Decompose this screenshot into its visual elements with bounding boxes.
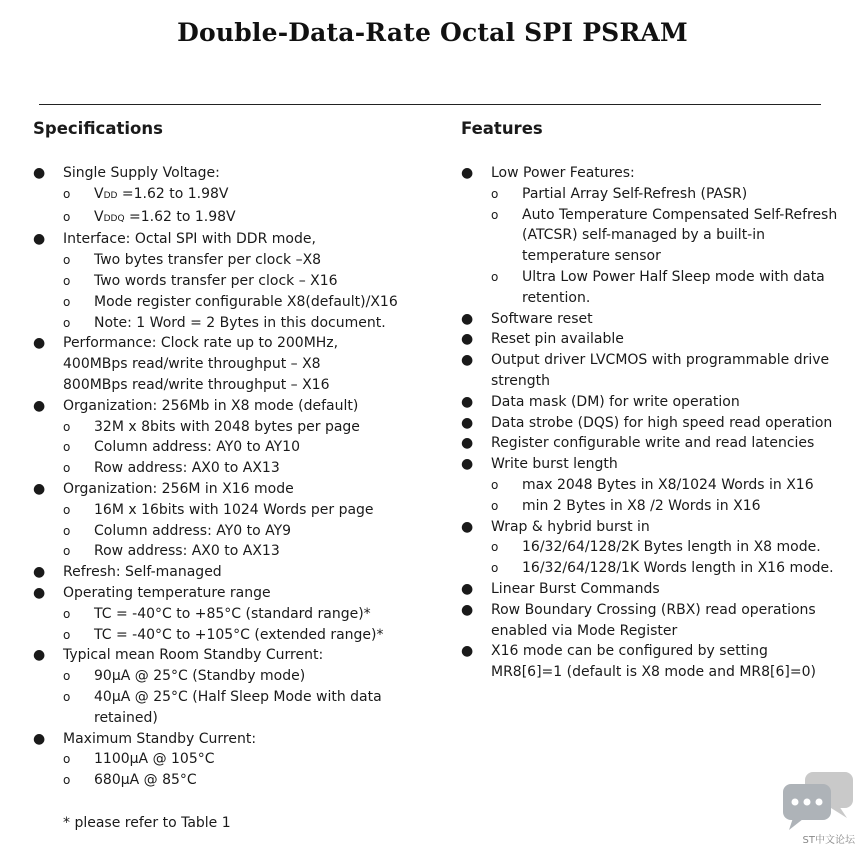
bullet-icon: ● [33, 335, 46, 352]
circle-bullet-icon: o [63, 294, 71, 309]
bullet-icon: ● [461, 580, 474, 597]
circle-bullet-icon: o [63, 544, 71, 559]
circle-bullet-icon: o [491, 207, 499, 222]
feature-item [461, 163, 841, 309]
bullet-icon: ● [461, 165, 474, 181]
spec-subitem-text: VDDQ =1.62 to 1.98V [94, 208, 236, 225]
feature-subitem-text: min 2 Bytes in X8 /2 Words in X16 [522, 497, 761, 514]
feature-subitem-text: Auto Temperature Compensated Self-Refresh (ATCSR) self-managed by a built-in temperature sensor [522, 206, 838, 265]
spec-sublist [63, 417, 443, 479]
spec-subitem [63, 313, 443, 334]
spec-subitem-text: TC = -40°C to +85°C (standard range)* [94, 605, 371, 622]
feature-item-text: Software reset [491, 310, 593, 327]
circle-bullet-icon: o [63, 502, 71, 517]
feature-sublist [491, 475, 841, 517]
feature-item-text: Data strobe (DQS) for high speed read operation [491, 414, 833, 431]
spec-subitem [63, 625, 443, 646]
spec-item [33, 333, 443, 395]
spec-sublist [63, 250, 443, 333]
spec-item-text: Performance: Clock rate up to 200MHz, 400MBps read/write throughput – X8 800MBps read/write throughput – X16 [63, 335, 339, 393]
feature-item [461, 329, 841, 350]
spec-subitem [63, 521, 443, 542]
bullet-icon: ● [461, 601, 474, 618]
feature-item-text: Reset pin available [491, 331, 624, 348]
spec-subitem [63, 417, 443, 438]
spec-sublist [63, 604, 443, 646]
spec-subitem-text: Column address: AY0 to AY10 [94, 439, 300, 456]
spec-item-text: Maximum Standby Current: [63, 730, 257, 747]
circle-bullet-icon: o [63, 209, 71, 224]
spec-item [33, 229, 443, 333]
spec-subitem [63, 541, 443, 562]
spec-subitem-text: 680µA @ 85°C [94, 772, 197, 789]
spec-item [33, 396, 443, 479]
feature-subitem [491, 537, 841, 558]
feature-subitem-text: max 2048 Bytes in X8/1024 Words in X16 [522, 476, 814, 493]
feature-item [461, 454, 841, 516]
document-title: Double-Data-Rate Octal SPI PSRAM [177, 18, 688, 47]
spec-item [33, 583, 443, 645]
bullet-icon: ● [33, 480, 46, 497]
spec-subitem-text: 32M x 8bits with 2048 bytes per page [94, 418, 360, 435]
circle-bullet-icon: o [63, 273, 71, 288]
bullet-icon: ● [461, 393, 474, 410]
spec-subitem-text: TC = -40°C to +105°C (extended range)* [94, 626, 384, 643]
spec-subitem-text: 16M x 16bits with 1024 Words per page [94, 501, 374, 518]
circle-bullet-icon: o [491, 498, 499, 513]
circle-bullet-icon: o [63, 689, 71, 704]
spec-item-text: Refresh: Self-managed [63, 564, 222, 581]
feature-sublist [491, 184, 841, 309]
circle-bullet-icon: o [491, 540, 499, 555]
spec-subitem [63, 292, 443, 313]
circle-bullet-icon: o [63, 253, 71, 268]
spec-subitem [63, 207, 443, 230]
spec-subitem-text: 40µA @ 25°C (Half Sleep Mode with data retained) [94, 688, 382, 726]
circle-bullet-icon: o [63, 523, 71, 538]
spec-item-text: Organization: 256M in X16 mode [63, 480, 294, 497]
spec-item-text: Interface: Octal SPI with DDR mode, [63, 231, 316, 248]
bullet-icon: ● [33, 584, 46, 601]
feature-item [461, 350, 841, 392]
features-heading: Features [461, 119, 543, 138]
spec-subitem-text: 90µA @ 25°C (Standby mode) [94, 668, 306, 685]
circle-bullet-icon: o [63, 627, 71, 642]
circle-bullet-icon: o [63, 606, 71, 621]
spec-subitem [63, 749, 443, 770]
spec-sublist [63, 500, 443, 562]
spec-subitem-text: Mode register configurable X8(default)/X16 [94, 293, 398, 310]
feature-item [461, 641, 841, 683]
bullet-icon: ● [461, 456, 474, 473]
spec-subitem [63, 500, 443, 521]
bullet-icon: ● [461, 414, 474, 431]
feature-item-text: Wrap & hybrid burst in [491, 518, 650, 535]
circle-bullet-icon: o [63, 669, 71, 684]
spec-subitem [63, 250, 443, 271]
spec-subitem-text: Row address: AX0 to AX13 [94, 543, 280, 560]
spec-subitem [63, 184, 443, 207]
spec-item [33, 645, 443, 728]
feature-subitem [491, 205, 841, 267]
spec-subitem-text: Row address: AX0 to AX13 [94, 460, 280, 477]
specifications-heading: Specifications [33, 119, 163, 138]
bullet-icon: ● [33, 397, 46, 414]
spec-subitem [63, 687, 443, 729]
spec-sublist [63, 666, 443, 728]
bullet-icon: ● [461, 352, 474, 369]
bullet-icon: ● [461, 331, 474, 348]
circle-bullet-icon: o [63, 461, 71, 476]
bullet-icon: ● [33, 165, 46, 181]
spec-item [33, 729, 443, 791]
feature-subitem [491, 267, 841, 309]
feature-subitem-text: 16/32/64/128/1K Words length in X16 mode. [522, 560, 834, 577]
features-list [461, 163, 841, 683]
spec-sublist [63, 184, 443, 230]
spec-item [33, 163, 443, 229]
bullet-icon: ● [461, 643, 474, 660]
spec-subitem [63, 437, 443, 458]
circle-bullet-icon: o [491, 477, 499, 492]
feature-subitem [491, 558, 841, 579]
spec-subitem [63, 770, 443, 791]
spec-sublist [63, 749, 443, 791]
feature-item-text: Register configurable write and read latencies [491, 435, 815, 452]
spec-subitem [63, 271, 443, 292]
spec-item-text: Single Supply Voltage: [63, 165, 220, 181]
spec-item-text: Operating temperature range [63, 584, 271, 601]
feature-sublist [491, 537, 841, 579]
watermark-text: ST中文论坛 [802, 835, 855, 846]
circle-bullet-icon: o [491, 186, 499, 201]
feature-item-text: Low Power Features: [491, 165, 635, 181]
bullet-icon: ● [33, 231, 46, 248]
spec-item-text: Organization: 256Mb in X8 mode (default) [63, 397, 359, 414]
feature-item [461, 392, 841, 413]
specifications-column [33, 118, 443, 834]
circle-bullet-icon: o [491, 269, 499, 284]
spec-subitem-text: VDD =1.62 to 1.98V [94, 185, 229, 202]
spec-subitem-text: 1100µA @ 105°C [94, 751, 215, 768]
voltage-subscript: DD [103, 190, 118, 201]
spec-subitem [63, 458, 443, 479]
feature-item-text: Row Boundary Crossing (RBX) read operations enabled via Mode Register [491, 601, 816, 639]
feature-subitem-text: Partial Array Self-Refresh (PASR) [522, 185, 748, 202]
spec-subitem [63, 666, 443, 687]
spec-item-text: Typical mean Room Standby Current: [63, 647, 324, 664]
features-column [461, 118, 841, 683]
bullet-icon: ● [461, 518, 474, 535]
spec-subitem-text: Note: 1 Word = 2 Bytes in this document. [94, 314, 386, 331]
footnote: * please refer to Table 1 [63, 814, 231, 831]
feature-item [461, 413, 841, 434]
circle-bullet-icon: o [63, 773, 71, 788]
spec-subitem-text: Two words transfer per clock – X16 [94, 272, 338, 289]
bullet-icon: ● [461, 310, 474, 327]
feature-subitem [491, 184, 841, 205]
feature-item [461, 600, 841, 642]
feature-subitem [491, 496, 841, 517]
spec-item [33, 562, 443, 583]
feature-item [461, 517, 841, 579]
specifications-list [33, 163, 443, 791]
spec-item [33, 479, 443, 562]
feature-subitem-text: 16/32/64/128/2K Bytes length in X8 mode. [522, 539, 821, 556]
circle-bullet-icon: o [63, 752, 71, 767]
spec-subitem-text: Two bytes transfer per clock –X8 [94, 252, 322, 269]
feature-item-text: Data mask (DM) for write operation [491, 393, 740, 410]
bullet-icon: ● [33, 647, 46, 664]
circle-bullet-icon: o [63, 186, 71, 201]
bullet-icon: ● [33, 564, 46, 581]
feature-item [461, 579, 841, 600]
feature-subitem [491, 475, 841, 496]
circle-bullet-icon: o [63, 440, 71, 455]
circle-bullet-icon: o [63, 315, 71, 330]
spec-subitem-text: Column address: AY0 to AY9 [94, 522, 292, 539]
feature-item [461, 433, 841, 454]
feature-item-text: Output driver LVCMOS with programmable drive strength [491, 352, 830, 389]
voltage-subscript: DDQ [103, 213, 125, 224]
circle-bullet-icon: o [491, 561, 499, 576]
title-divider [39, 104, 821, 105]
feature-item-text: Write burst length [491, 456, 618, 473]
feature-subitem-text: Ultra Low Power Half Sleep mode with data retention. [522, 268, 825, 306]
feature-item-text: X16 mode can be configured by setting MR8[6]=1 (default is X8 mode and MR8[6]=0) [491, 643, 816, 681]
feature-item-text: Linear Burst Commands [491, 580, 660, 597]
bullet-icon: ● [33, 730, 46, 747]
feature-item [461, 309, 841, 330]
bullet-icon: ● [461, 435, 474, 452]
spec-subitem [63, 604, 443, 625]
circle-bullet-icon: o [63, 419, 71, 434]
